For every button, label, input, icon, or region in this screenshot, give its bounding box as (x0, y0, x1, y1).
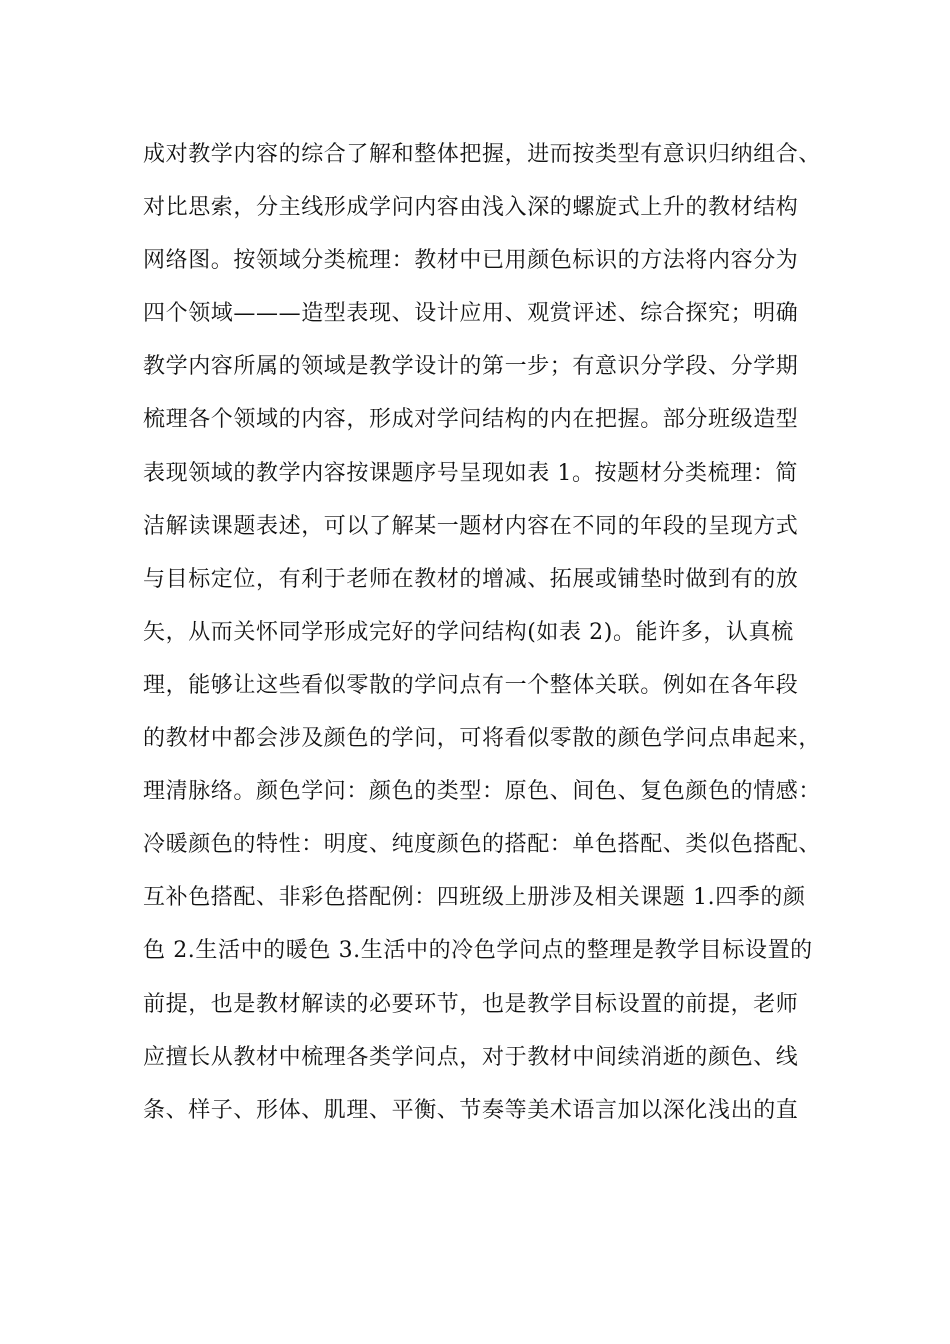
text-line: 理清脉络。颜色学问：颜色的类型：原色、间色、复色颜色的情感： (143, 779, 822, 805)
text-line: 冷暖颜色的特性：明度、纯度颜色的搭配：单色搭配、类似色搭配、 (143, 832, 822, 858)
text-line: 洁解读课题表述，可以了解某一题材内容在不同的年段的呈现方式 (143, 513, 799, 539)
text-line: 对比思索，分主线形成学问内容由浅入深的螺旋式上升的教材结构 (143, 195, 799, 221)
text-line: 成对教学内容的综合了解和整体把握，进而按类型有意识归纳组合、 (143, 142, 822, 167)
text-line: 四个领域———造型表现、设计应用、观赏评述、综合探究；明确 (143, 301, 799, 327)
text-line: 互补色搭配、非彩色搭配例：四班级上册涉及相关课题 1.四季的颜 (143, 885, 806, 911)
text-line: 色 2.生活中的暖色 3.生活中的冷色学问点的整理是教学目标设置的 (143, 938, 813, 964)
text-line: 理，能够让这些看似零散的学问点有一个整体关联。例如在各年段 (143, 672, 799, 698)
text-line: 条、样子、形体、肌理、平衡、节奏等美术语言加以深化浅出的直 (143, 1097, 799, 1123)
text-line: 与目标定位，有利于老师在教材的增减、拓展或铺垫时做到有的放 (143, 566, 799, 592)
text-line: 应擅长从教材中梳理各类学问点，对于教材中间续消逝的颜色、线 (143, 1044, 799, 1070)
text-line: 教学内容所属的领域是教学设计的第一步；有意识分学段、分学期 (143, 354, 799, 380)
text-line: 前提，也是教材解读的必要环节，也是教学目标设置的前提，老师 (143, 991, 799, 1017)
text-line: 表现领域的教学内容按课题序号呈现如表 1。按题材分类梳理：简 (143, 460, 798, 486)
text-line: 矢，从而关怀同学形成完好的学问结构(如表 2)。能许多，认真梳 (143, 619, 794, 645)
text-line: 梳理各个领域的内容，形成对学问结构的内在把握。部分班级造型 (143, 407, 799, 433)
text-line: 网络图。按领域分类梳理：教材中已用颜色标识的方法将内容分为 (143, 248, 799, 274)
text-line: 的教材中都会涉及颜色的学问，可将看似零散的颜色学问点串起来， (143, 726, 822, 752)
body-text (143, 128, 843, 1137)
